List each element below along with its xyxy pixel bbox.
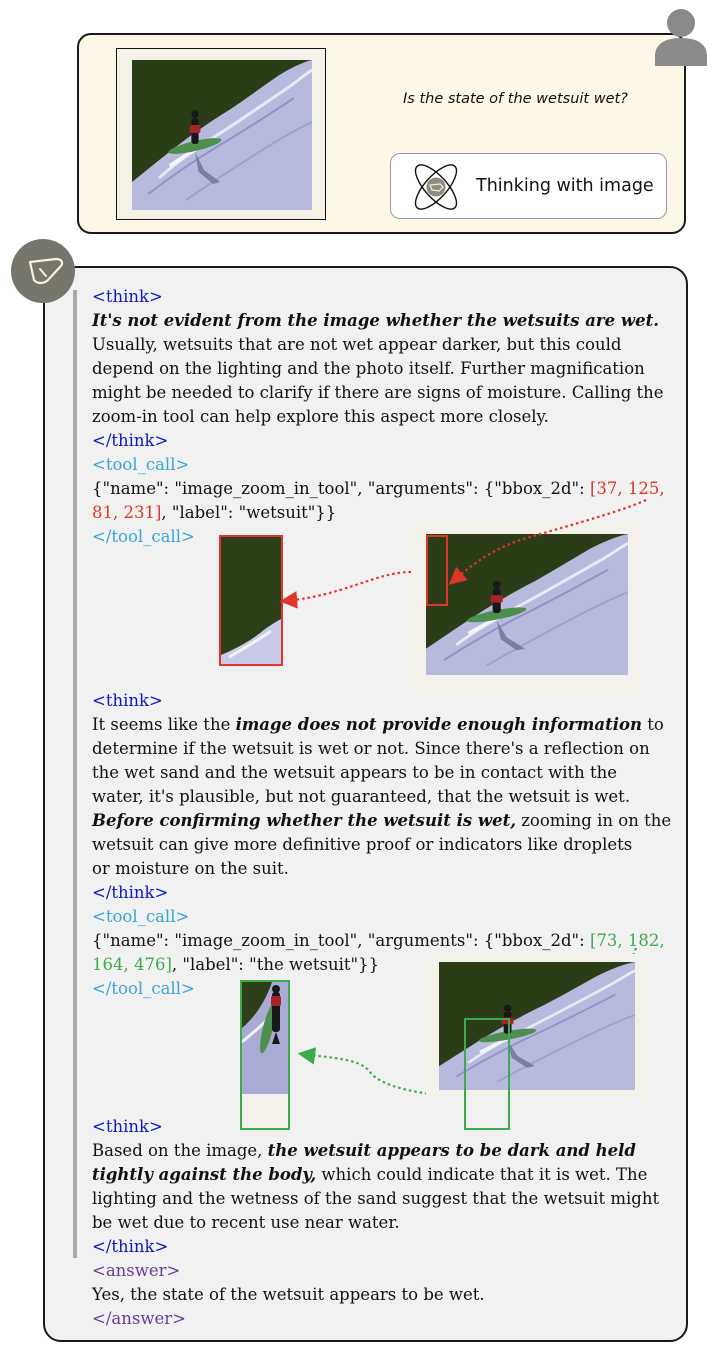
think1-line-1: It's not evident from the image whether the wetsuits are wet. [92, 311, 659, 330]
tool1-bbox-b: 81, 231] [92, 503, 162, 522]
tool-call-open-tag: <tool_call> [92, 455, 190, 474]
tool2-prefix: {"name": "image_zoom_in_tool", "arguments": {"bbox_2d": [92, 931, 590, 950]
think-open-tag: <think> [92, 287, 163, 306]
answer-close-tag: </answer> [92, 1309, 186, 1328]
tool2-bbox-a: [73, 182, [589, 931, 665, 950]
tool-call-open-tag: <tool_call> [92, 907, 190, 926]
think2-line-7: or moisture on the suit. [92, 859, 289, 878]
think1-line-4: might be needed to clarify if there are signs of moisture. Calling the [92, 383, 664, 402]
think2-line-2: determine if the wetsuit is wet or not. Since there's a reflection on [92, 739, 650, 758]
think-close-tag: </think> [92, 1237, 169, 1256]
think2-line-1 [92, 713, 664, 737]
think1-line-5: zoom-in tool can help explore this aspect more closely. [92, 407, 549, 426]
think2-text: to [641, 715, 664, 734]
think3-line-2 [92, 1163, 647, 1187]
think-close-tag: </think> [92, 431, 169, 450]
user-avatar-icon [653, 4, 709, 66]
think3-emphasis: the wetsuit appears to be dark and held [267, 1141, 636, 1160]
model-avatar-icon [10, 238, 76, 304]
tool1-suffix: , "label": "wetsuit"}} [161, 503, 337, 522]
bbox-red [426, 535, 448, 606]
think2-emphasis: Before confirming whether the wetsuit is wet, [92, 811, 516, 830]
think2-emphasis: image does not provide enough information [235, 715, 642, 734]
tool2-line-1 [92, 929, 665, 953]
think2-text: It seems like the [92, 715, 236, 734]
tool1-bbox-a: [37, 125, [589, 479, 665, 498]
think2-line-3: the wet sand and the wetsuit appears to be in contact with the [92, 763, 618, 782]
think-open-tag: <think> [92, 1117, 163, 1136]
tool2-line-2 [92, 953, 379, 977]
think3-line-1 [92, 1139, 636, 1163]
think3-line-3: lighting and the wetness of the sand suggest that the wetsuit might [92, 1189, 660, 1208]
source-image-2 [426, 954, 648, 1098]
think3-text: which could indicate that it is wet. The [316, 1165, 648, 1184]
think2-text: zooming in on the [515, 811, 672, 830]
tool2-bbox-b: 164, 476] [92, 955, 172, 974]
think2-line-5 [92, 809, 671, 833]
think1-line-2: Usually, wetsuits that are not wet appear darker, but this could [92, 335, 622, 354]
tool2-suffix: , "label": "the wetsuit"}} [171, 955, 380, 974]
tool-call-close-tag: </tool_call> [92, 527, 195, 546]
think2-line-6: wetsuit can give more definitive proof or indicators like droplets [92, 835, 633, 854]
tool1-line-1 [92, 477, 665, 501]
think3-emphasis: tightly against the body, [92, 1165, 317, 1184]
user-input-image [116, 48, 326, 220]
answer-text: Yes, the state of the wetsuit appears to be wet. [92, 1285, 485, 1304]
thinking-with-image-label: Thinking with image [476, 176, 654, 196]
tool1-line-2 [92, 501, 336, 525]
zoomed-crop-1 [219, 535, 283, 666]
zoomed-crop-2 [240, 980, 290, 1130]
think2-line-4: water, it's plausible, but not guaranteed, that the wetsuit is wet. [92, 787, 631, 806]
side-rule [73, 290, 77, 1258]
user-question: Is the state of the wetsuit wet? [403, 91, 628, 107]
tool1-prefix: {"name": "image_zoom_in_tool", "arguments": {"bbox_2d": [92, 479, 590, 498]
tool-call-close-tag: </tool_call> [92, 979, 195, 998]
think-open-tag: <think> [92, 691, 163, 710]
atom-icon [406, 156, 466, 218]
think3-text: Based on the image, [92, 1141, 268, 1160]
think3-line-4: be wet due to recent use near water. [92, 1213, 400, 1232]
think1-line-3: depend on the lighting and the photo itself. Further magnification [92, 359, 645, 378]
answer-open-tag: <answer> [92, 1261, 181, 1280]
bbox-green [464, 1018, 510, 1130]
think-close-tag: </think> [92, 883, 169, 902]
